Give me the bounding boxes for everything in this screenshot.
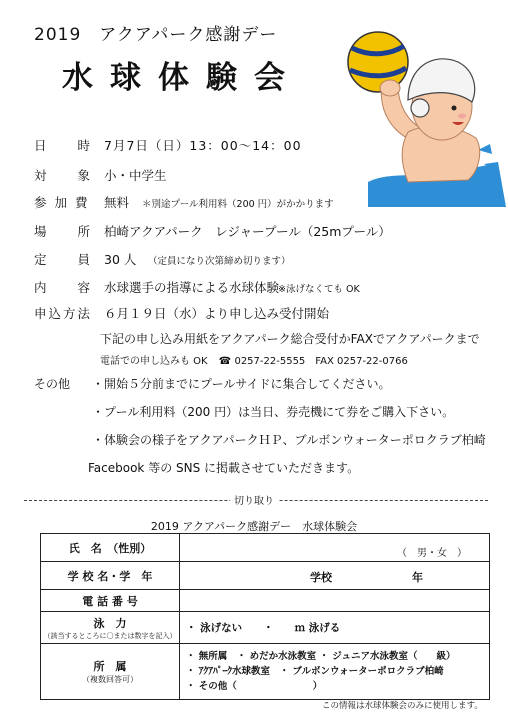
apply-contact: 0257-22-5555 FAX 0257-22-0766: [234, 356, 408, 367]
fee-value: 無料: [104, 195, 130, 210]
date-value: 7月7日（日）13：00〜14：00: [104, 138, 302, 153]
privacy-note: この情報は水球体験会のみに使用します。: [322, 701, 483, 711]
fee-label: 参 加 費: [34, 195, 90, 210]
fee-note: ＊別途プール利用料（200 円）がかかります: [142, 199, 334, 210]
water-polo-player-icon: [338, 22, 506, 207]
phone-icon: ☎: [218, 356, 232, 367]
swim-label-cell: [41, 612, 180, 644]
affiliation-line-1[interactable]: ・ 無所属 ・ めだか水泳教室 ・ ジュニア水泳教室（ 級）: [186, 651, 456, 662]
swim-options[interactable]: ・ 泳げない ・ ｍ 泳げる: [180, 612, 490, 644]
grade-suffix: 年: [412, 571, 423, 584]
event-line: 2019 アクアパーク感謝デー: [34, 25, 278, 45]
other-item-1: ・開始５分前までにプールサイドに集合してください。: [92, 377, 391, 391]
apply-phone-ok: 電話での申し込みも OK: [100, 356, 208, 367]
school-label: 学 校 名・学 年: [41, 562, 180, 590]
content-note: ※泳げなくても OK: [278, 284, 360, 295]
name-field[interactable]: [180, 534, 490, 562]
phone-field[interactable]: [180, 590, 490, 612]
content-label: 内 容: [34, 280, 93, 295]
target-value: 小・中学生: [104, 168, 167, 183]
target-label: 対 象: [34, 168, 93, 183]
place-label: 場 所: [34, 224, 93, 239]
affiliation-label: 所 属: [93, 660, 127, 673]
affiliation-line-2[interactable]: ・ ｱｸｱﾊﾟｰｸ水球教室 ・ ブルボンウォーターポロクラブ柏崎: [186, 666, 444, 677]
other-item-3: ・体験会の様子をアクアパークＨＰ、ブルボンウォーターポロクラブ柏崎: [92, 433, 486, 447]
other-item-2: ・プール利用料（200 円）は当日、券売機にて券をご購入下さい。: [92, 405, 455, 419]
phone-label: 電 話 番 号: [41, 590, 180, 612]
capacity-note: （定員になり次第締め切ります）: [148, 256, 291, 267]
place-value: 柏崎アクアパーク レジャープール（25mプール）: [104, 224, 391, 239]
apply-label: 申込方法: [34, 306, 93, 321]
capacity-label: 定 員: [34, 252, 93, 267]
school-suffix: 学校: [310, 571, 332, 584]
apply-value: ６月１９日（水）より申し込み受付開始: [104, 306, 330, 321]
apply-text-line2: [100, 352, 408, 367]
swim-sublabel: （該当するところに〇または数字を記入）: [43, 631, 177, 640]
other-item-3-cont: Facebook 等の SNS に掲載させていただきます。: [88, 461, 360, 475]
affiliation-options[interactable]: [180, 644, 490, 700]
swim-label: 泳 力: [93, 616, 127, 630]
date-label: 日 時: [34, 138, 93, 153]
school-field[interactable]: [180, 562, 490, 590]
affiliation-sublabel: （複数回答可）: [82, 675, 138, 684]
capacity-value: 30 人: [104, 252, 137, 267]
apply-text-line1: 下記の申し込み用紙をアクアパーク総合受付かFAXでアクアパークまで: [100, 332, 480, 346]
page-title: 水球体験会: [62, 60, 302, 96]
gender-choice[interactable]: （ 男・女 ）: [397, 548, 467, 559]
affiliation-line-3[interactable]: ・ その他（ ）: [186, 681, 323, 692]
affiliation-label-cell: [41, 644, 180, 700]
other-label: その他: [34, 377, 71, 391]
application-form: [40, 533, 490, 700]
content-value: 水球選手の指導による水球体験: [104, 280, 280, 295]
form-title: 2019 アクアパーク感謝デー 水球体験会: [150, 520, 358, 533]
name-label: 氏 名 （性別）: [41, 534, 180, 562]
cut-line-label: 切り取り: [230, 496, 278, 507]
